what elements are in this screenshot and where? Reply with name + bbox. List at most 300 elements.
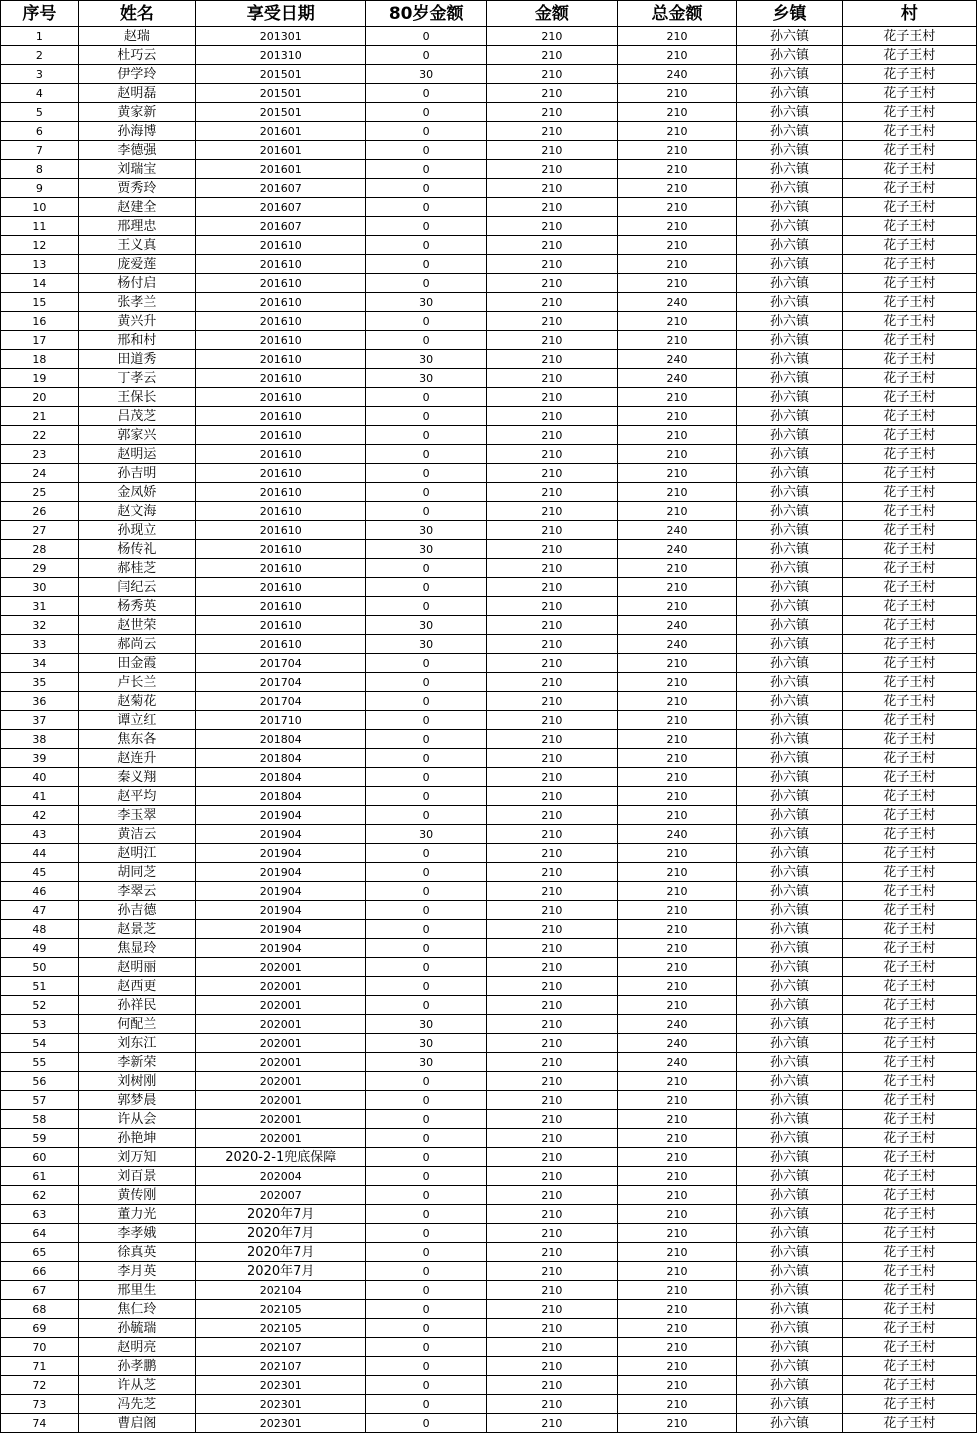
cell-start-date: 202001 — [195, 1034, 365, 1053]
cell-age80-amount: 0 — [366, 274, 486, 293]
cell-township: 孙六镇 — [737, 407, 842, 426]
cell-amount: 210 — [486, 559, 617, 578]
cell-index: 3 — [1, 65, 79, 84]
cell-age80-amount: 0 — [366, 141, 486, 160]
cell-start-date: 202001 — [195, 1091, 365, 1110]
cell-total-amount: 210 — [617, 1186, 736, 1205]
cell-age80-amount: 30 — [366, 369, 486, 388]
cell-village: 花子王村 — [842, 312, 976, 331]
cell-total-amount: 210 — [617, 1091, 736, 1110]
cell-total-amount: 210 — [617, 160, 736, 179]
cell-amount: 210 — [486, 217, 617, 236]
cell-total-amount: 210 — [617, 179, 736, 198]
cell-total-amount: 210 — [617, 1319, 736, 1338]
cell-village: 花子王村 — [842, 198, 976, 217]
header-start-date: 享受日期 — [195, 1, 365, 27]
cell-amount: 210 — [486, 1167, 617, 1186]
cell-index: 41 — [1, 787, 79, 806]
cell-amount: 210 — [486, 1376, 617, 1395]
cell-age80-amount: 0 — [366, 977, 486, 996]
cell-age80-amount: 0 — [366, 1338, 486, 1357]
cell-age80-amount: 0 — [366, 198, 486, 217]
cell-index: 64 — [1, 1224, 79, 1243]
cell-village: 花子王村 — [842, 1319, 976, 1338]
cell-village: 花子王村 — [842, 977, 976, 996]
table-row — [1, 464, 977, 483]
table-row — [1, 407, 977, 426]
cell-total-amount: 210 — [617, 711, 736, 730]
cell-village: 花子王村 — [842, 293, 976, 312]
cell-name: 孙艳坤 — [78, 1129, 195, 1148]
cell-total-amount: 210 — [617, 483, 736, 502]
cell-name: 赵明丽 — [78, 958, 195, 977]
cell-township: 孙六镇 — [737, 1224, 842, 1243]
table-row — [1, 806, 977, 825]
cell-index: 32 — [1, 616, 79, 635]
cell-name: 焦显玲 — [78, 939, 195, 958]
cell-total-amount: 210 — [617, 1243, 736, 1262]
cell-start-date: 2020年7月 — [195, 1243, 365, 1262]
cell-name: 谭立红 — [78, 711, 195, 730]
cell-name: 庞爱莲 — [78, 255, 195, 274]
table-row — [1, 977, 977, 996]
cell-start-date: 202107 — [195, 1338, 365, 1357]
cell-village: 花子王村 — [842, 1186, 976, 1205]
cell-township: 孙六镇 — [737, 179, 842, 198]
cell-village: 花子王村 — [842, 1243, 976, 1262]
cell-township: 孙六镇 — [737, 1034, 842, 1053]
cell-amount: 210 — [486, 255, 617, 274]
cell-village: 花子王村 — [842, 882, 976, 901]
cell-name: 赵平均 — [78, 787, 195, 806]
table-row — [1, 483, 977, 502]
table-row — [1, 46, 977, 65]
table-row — [1, 1091, 977, 1110]
cell-township: 孙六镇 — [737, 312, 842, 331]
cell-amount: 210 — [486, 160, 617, 179]
cell-township: 孙六镇 — [737, 806, 842, 825]
table-row — [1, 692, 977, 711]
cell-start-date: 201610 — [195, 331, 365, 350]
cell-amount: 210 — [486, 939, 617, 958]
header-name: 姓名 — [78, 1, 195, 27]
cell-village: 花子王村 — [842, 407, 976, 426]
table-row — [1, 1395, 977, 1414]
cell-name: 李孝娥 — [78, 1224, 195, 1243]
cell-township: 孙六镇 — [737, 1338, 842, 1357]
cell-start-date: 201904 — [195, 882, 365, 901]
header-village: 村 — [842, 1, 976, 27]
cell-start-date: 202001 — [195, 977, 365, 996]
cell-start-date: 201610 — [195, 502, 365, 521]
cell-age80-amount: 0 — [366, 160, 486, 179]
cell-name: 孙海博 — [78, 122, 195, 141]
cell-name: 杨传礼 — [78, 540, 195, 559]
cell-start-date: 201610 — [195, 521, 365, 540]
cell-total-amount: 210 — [617, 1300, 736, 1319]
cell-start-date: 201610 — [195, 426, 365, 445]
cell-index: 62 — [1, 1186, 79, 1205]
cell-name: 刘树刚 — [78, 1072, 195, 1091]
cell-index: 55 — [1, 1053, 79, 1072]
cell-index: 20 — [1, 388, 79, 407]
cell-township: 孙六镇 — [737, 521, 842, 540]
cell-index: 6 — [1, 122, 79, 141]
table-row — [1, 388, 977, 407]
cell-village: 花子王村 — [842, 939, 976, 958]
cell-amount: 210 — [486, 901, 617, 920]
cell-name: 赵建全 — [78, 198, 195, 217]
cell-start-date: 201904 — [195, 920, 365, 939]
table-row — [1, 502, 977, 521]
table-row — [1, 1034, 977, 1053]
cell-start-date: 201904 — [195, 844, 365, 863]
cell-age80-amount: 0 — [366, 1224, 486, 1243]
cell-amount: 210 — [486, 806, 617, 825]
cell-amount: 210 — [486, 350, 617, 369]
cell-index: 5 — [1, 103, 79, 122]
cell-name: 董力光 — [78, 1205, 195, 1224]
cell-village: 花子王村 — [842, 1053, 976, 1072]
cell-age80-amount: 30 — [366, 1053, 486, 1072]
cell-name: 郝尚云 — [78, 635, 195, 654]
cell-name: 邢理忠 — [78, 217, 195, 236]
header-row — [1, 1, 977, 27]
table-row — [1, 1015, 977, 1034]
cell-age80-amount: 0 — [366, 27, 486, 46]
cell-total-amount: 210 — [617, 84, 736, 103]
cell-name: 黄传刚 — [78, 1186, 195, 1205]
cell-village: 花子王村 — [842, 654, 976, 673]
cell-start-date: 2020-2-1兜底保障 — [195, 1148, 365, 1167]
table-row — [1, 1167, 977, 1186]
cell-start-date: 201610 — [195, 236, 365, 255]
table-row — [1, 673, 977, 692]
cell-township: 孙六镇 — [737, 863, 842, 882]
cell-township: 孙六镇 — [737, 1300, 842, 1319]
cell-township: 孙六镇 — [737, 844, 842, 863]
cell-village: 花子王村 — [842, 483, 976, 502]
cell-township: 孙六镇 — [737, 749, 842, 768]
cell-township: 孙六镇 — [737, 388, 842, 407]
cell-age80-amount: 0 — [366, 426, 486, 445]
cell-start-date: 201710 — [195, 711, 365, 730]
cell-township: 孙六镇 — [737, 27, 842, 46]
table-row — [1, 1376, 977, 1395]
cell-age80-amount: 30 — [366, 540, 486, 559]
cell-amount: 210 — [486, 711, 617, 730]
cell-age80-amount: 0 — [366, 483, 486, 502]
cell-amount: 210 — [486, 198, 617, 217]
cell-village: 花子王村 — [842, 996, 976, 1015]
cell-amount: 210 — [486, 692, 617, 711]
cell-index: 1 — [1, 27, 79, 46]
cell-village: 花子王村 — [842, 445, 976, 464]
cell-amount: 210 — [486, 521, 617, 540]
table-row — [1, 711, 977, 730]
cell-name: 郭家兴 — [78, 426, 195, 445]
table-row — [1, 179, 977, 198]
cell-age80-amount: 30 — [366, 1034, 486, 1053]
cell-name: 孙祥民 — [78, 996, 195, 1015]
cell-start-date: 201610 — [195, 312, 365, 331]
cell-village: 花子王村 — [842, 806, 976, 825]
cell-township: 孙六镇 — [737, 730, 842, 749]
cell-name: 贾秀玲 — [78, 179, 195, 198]
cell-start-date: 202301 — [195, 1414, 365, 1433]
cell-start-date: 201610 — [195, 559, 365, 578]
cell-start-date: 201610 — [195, 293, 365, 312]
cell-village: 花子王村 — [842, 958, 976, 977]
cell-start-date: 202001 — [195, 958, 365, 977]
cell-village: 花子王村 — [842, 635, 976, 654]
cell-start-date: 201904 — [195, 825, 365, 844]
cell-age80-amount: 0 — [366, 1395, 486, 1414]
cell-start-date: 201610 — [195, 350, 365, 369]
table-row — [1, 844, 977, 863]
cell-village: 花子王村 — [842, 1224, 976, 1243]
cell-township: 孙六镇 — [737, 445, 842, 464]
cell-township: 孙六镇 — [737, 1129, 842, 1148]
cell-name: 丁孝云 — [78, 369, 195, 388]
cell-amount: 210 — [486, 274, 617, 293]
cell-township: 孙六镇 — [737, 711, 842, 730]
cell-age80-amount: 0 — [366, 1300, 486, 1319]
cell-age80-amount: 0 — [366, 407, 486, 426]
cell-total-amount: 210 — [617, 977, 736, 996]
cell-index: 67 — [1, 1281, 79, 1300]
cell-start-date: 201607 — [195, 217, 365, 236]
cell-township: 孙六镇 — [737, 122, 842, 141]
cell-start-date: 2020年7月 — [195, 1224, 365, 1243]
cell-total-amount: 210 — [617, 806, 736, 825]
table-row — [1, 578, 977, 597]
cell-village: 花子王村 — [842, 84, 976, 103]
table-row — [1, 312, 977, 331]
cell-age80-amount: 0 — [366, 331, 486, 350]
cell-start-date: 202001 — [195, 1129, 365, 1148]
cell-index: 39 — [1, 749, 79, 768]
cell-age80-amount: 0 — [366, 1243, 486, 1262]
cell-index: 33 — [1, 635, 79, 654]
cell-start-date: 201610 — [195, 616, 365, 635]
cell-village: 花子王村 — [842, 559, 976, 578]
cell-start-date: 202007 — [195, 1186, 365, 1205]
cell-village: 花子王村 — [842, 692, 976, 711]
cell-total-amount: 210 — [617, 939, 736, 958]
cell-name: 王义真 — [78, 236, 195, 255]
table-row — [1, 996, 977, 1015]
cell-index: 17 — [1, 331, 79, 350]
cell-total-amount: 210 — [617, 844, 736, 863]
cell-start-date: 202001 — [195, 1015, 365, 1034]
table-row — [1, 654, 977, 673]
table-row — [1, 331, 977, 350]
cell-village: 花子王村 — [842, 1205, 976, 1224]
cell-start-date: 201610 — [195, 635, 365, 654]
cell-total-amount: 210 — [617, 1129, 736, 1148]
cell-township: 孙六镇 — [737, 901, 842, 920]
cell-total-amount: 210 — [617, 1357, 736, 1376]
cell-index: 46 — [1, 882, 79, 901]
cell-amount: 210 — [486, 1395, 617, 1414]
cell-name: 闫纪云 — [78, 578, 195, 597]
cell-township: 孙六镇 — [737, 1414, 842, 1433]
cell-village: 花子王村 — [842, 1148, 976, 1167]
cell-age80-amount: 0 — [366, 1091, 486, 1110]
cell-total-amount: 240 — [617, 825, 736, 844]
cell-total-amount: 240 — [617, 369, 736, 388]
cell-name: 赵明磊 — [78, 84, 195, 103]
cell-village: 花子王村 — [842, 369, 976, 388]
cell-age80-amount: 30 — [366, 65, 486, 84]
cell-name: 秦义翔 — [78, 768, 195, 787]
cell-age80-amount: 0 — [366, 920, 486, 939]
cell-index: 68 — [1, 1300, 79, 1319]
cell-amount: 210 — [486, 1091, 617, 1110]
cell-village: 花子王村 — [842, 141, 976, 160]
cell-start-date: 201610 — [195, 274, 365, 293]
table-row — [1, 521, 977, 540]
cell-township: 孙六镇 — [737, 46, 842, 65]
cell-village: 花子王村 — [842, 1072, 976, 1091]
cell-village: 花子王村 — [842, 901, 976, 920]
cell-amount: 210 — [486, 1110, 617, 1129]
cell-name: 赵连升 — [78, 749, 195, 768]
cell-total-amount: 210 — [617, 882, 736, 901]
cell-index: 28 — [1, 540, 79, 559]
cell-township: 孙六镇 — [737, 464, 842, 483]
cell-start-date: 202001 — [195, 996, 365, 1015]
table-row — [1, 350, 977, 369]
cell-amount: 210 — [486, 768, 617, 787]
cell-index: 24 — [1, 464, 79, 483]
cell-township: 孙六镇 — [737, 255, 842, 274]
table-row — [1, 1072, 977, 1091]
cell-age80-amount: 0 — [366, 692, 486, 711]
cell-age80-amount: 0 — [366, 236, 486, 255]
table-row — [1, 559, 977, 578]
cell-name: 杨付启 — [78, 274, 195, 293]
cell-name: 孙现立 — [78, 521, 195, 540]
cell-start-date: 201804 — [195, 787, 365, 806]
cell-amount: 210 — [486, 958, 617, 977]
cell-name: 黄家新 — [78, 103, 195, 122]
cell-name: 许从会 — [78, 1110, 195, 1129]
cell-amount: 210 — [486, 654, 617, 673]
cell-amount: 210 — [486, 1224, 617, 1243]
cell-village: 花子王村 — [842, 521, 976, 540]
cell-township: 孙六镇 — [737, 654, 842, 673]
cell-index: 13 — [1, 255, 79, 274]
cell-amount: 210 — [486, 388, 617, 407]
cell-name: 何配兰 — [78, 1015, 195, 1034]
table-row — [1, 445, 977, 464]
cell-name: 冯先芝 — [78, 1395, 195, 1414]
cell-age80-amount: 0 — [366, 1186, 486, 1205]
cell-total-amount: 210 — [617, 768, 736, 787]
cell-village: 花子王村 — [842, 730, 976, 749]
cell-township: 孙六镇 — [737, 217, 842, 236]
cell-township: 孙六镇 — [737, 882, 842, 901]
cell-amount: 210 — [486, 46, 617, 65]
cell-total-amount: 210 — [617, 1167, 736, 1186]
table-row — [1, 1281, 977, 1300]
cell-amount: 210 — [486, 1148, 617, 1167]
cell-amount: 210 — [486, 236, 617, 255]
cell-index: 9 — [1, 179, 79, 198]
table-row — [1, 1319, 977, 1338]
cell-village: 花子王村 — [842, 255, 976, 274]
cell-name: 赵明亮 — [78, 1338, 195, 1357]
cell-total-amount: 210 — [617, 1262, 736, 1281]
cell-index: 70 — [1, 1338, 79, 1357]
cell-total-amount: 240 — [617, 540, 736, 559]
cell-index: 73 — [1, 1395, 79, 1414]
cell-total-amount: 210 — [617, 217, 736, 236]
cell-name: 金凤娇 — [78, 483, 195, 502]
cell-village: 花子王村 — [842, 1395, 976, 1414]
cell-name: 赵西更 — [78, 977, 195, 996]
cell-age80-amount: 0 — [366, 502, 486, 521]
cell-amount: 210 — [486, 749, 617, 768]
cell-index: 35 — [1, 673, 79, 692]
cell-start-date: 201704 — [195, 654, 365, 673]
cell-name: 田金霞 — [78, 654, 195, 673]
cell-township: 孙六镇 — [737, 996, 842, 1015]
cell-name: 孙孝鹏 — [78, 1357, 195, 1376]
table-row — [1, 787, 977, 806]
cell-index: 50 — [1, 958, 79, 977]
cell-age80-amount: 0 — [366, 1129, 486, 1148]
table-row — [1, 1053, 977, 1072]
cell-amount: 210 — [486, 84, 617, 103]
cell-township: 孙六镇 — [737, 350, 842, 369]
cell-name: 李玉翠 — [78, 806, 195, 825]
cell-age80-amount: 0 — [366, 388, 486, 407]
cell-township: 孙六镇 — [737, 1015, 842, 1034]
cell-name: 李新荣 — [78, 1053, 195, 1072]
cell-name: 王保长 — [78, 388, 195, 407]
cell-amount: 210 — [486, 179, 617, 198]
cell-amount: 210 — [486, 1414, 617, 1433]
cell-township: 孙六镇 — [737, 958, 842, 977]
cell-township: 孙六镇 — [737, 578, 842, 597]
table-row — [1, 426, 977, 445]
cell-amount: 210 — [486, 673, 617, 692]
cell-start-date: 202001 — [195, 1110, 365, 1129]
cell-age80-amount: 0 — [366, 1205, 486, 1224]
cell-township: 孙六镇 — [737, 920, 842, 939]
table-row — [1, 1110, 977, 1129]
cell-start-date: 201804 — [195, 749, 365, 768]
cell-village: 花子王村 — [842, 920, 976, 939]
cell-village: 花子王村 — [842, 1281, 976, 1300]
cell-township: 孙六镇 — [737, 1072, 842, 1091]
cell-age80-amount: 0 — [366, 901, 486, 920]
cell-total-amount: 210 — [617, 1395, 736, 1414]
cell-age80-amount: 0 — [366, 1414, 486, 1433]
cell-total-amount: 210 — [617, 673, 736, 692]
table-row — [1, 920, 977, 939]
cell-township: 孙六镇 — [737, 825, 842, 844]
header-index: 序号 — [1, 1, 79, 27]
table-row — [1, 1129, 977, 1148]
cell-village: 花子王村 — [842, 274, 976, 293]
cell-amount: 210 — [486, 1015, 617, 1034]
table-row — [1, 160, 977, 179]
cell-start-date: 202107 — [195, 1357, 365, 1376]
